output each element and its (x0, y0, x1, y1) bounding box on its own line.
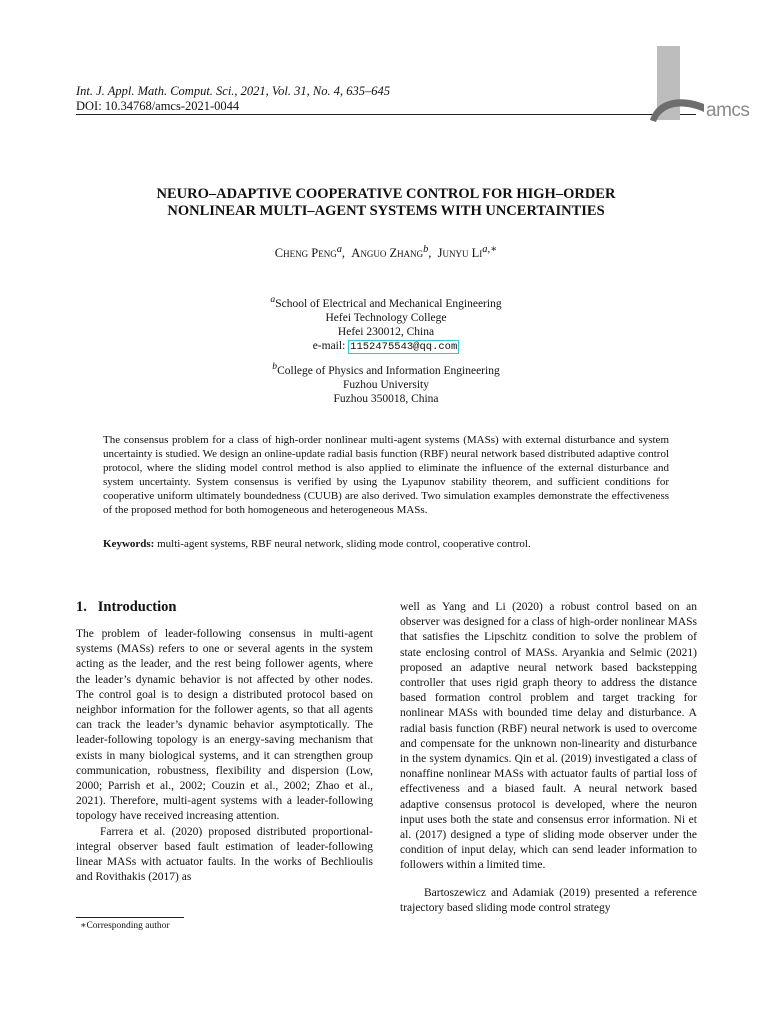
email-link[interactable]: 1152475543@qq.com (350, 340, 458, 353)
affiliation-line: Hefei Technology College (325, 311, 447, 324)
author-sup: b (423, 244, 429, 255)
affiliation-b (76, 360, 696, 406)
title-line-1: NEURO–ADAPTIVE COOPERATIVE CONTROL FOR HIGH–ORDER (156, 186, 616, 202)
affiliation-a (76, 293, 696, 354)
keywords (103, 537, 669, 551)
paragraph: Farrera et al. (2020) proposed distributed proportional-integral observer based fault estimation of leader-following linear MASs with actuator faults. In the works of Bechlioulis and Rovithakis (2017) as (76, 825, 373, 884)
keywords-text: multi-agent systems, RBF neural network, sliding mode control, cooperative control. (154, 538, 531, 550)
affiliation-line: Fuzhou University (343, 378, 429, 391)
author-name: Cheng Peng (274, 246, 337, 261)
paragraph: well as Yang and Li (2020) a robust control based on an observer was designed for a class of high-order nonlinear MASs that satisfies the Lipschitz condition to solve the problem of state enclosing control of MASs. Aryankia and Selmic (2021) proposed an adaptive neural network based backstepping controller that uses rigid graph theory to address the distance based formation control problem and target tracking for nonlinear MASs with bounded time delay and disturbance. A radial basis function (RBF) neural network is used to overcome and compensate for the unknown non-linearity and disturbance in the system dynamics. Qin et al. (2019) investigated a class of nonaffine nonlinear MASs with actuator faults of partial loss of effectiveness and a biased fault. A neural network based adaptive consensus protocol is developed, where the neuron input uses both the state and consensus error information. Ni et al. (2017) designed a type of sliding mode observer under the condition of input delay, which can send leader information to followers within a limited time. (400, 601, 697, 872)
affiliation-sup: a (270, 294, 276, 305)
keywords-label: Keywords: (103, 538, 155, 550)
section-heading: 1. Introduction (76, 599, 177, 615)
affiliation-line: Fuzhou 350018, China (333, 392, 439, 405)
journal-citation: Int. J. Appl. Math. Comput. Sci., 2021, Vol. 31, No. 4, 635–645 (76, 84, 390, 98)
email-label: e-mail: (312, 339, 349, 352)
journal-logo: amcs (706, 100, 750, 121)
author-name: Junyu Li (437, 246, 483, 261)
header-rule (76, 114, 696, 115)
affiliation-sup: b (272, 361, 278, 372)
paragraph: The problem of leader-following consensus in multi-agent systems (MASs) refers to one or several agents in the system acting as the leader, and the rest being follower agents, where the leader’s dynamic behavior is not affected by other nodes. The control goal is to design a distributed protocol based on neighbor information for the follower agents, so that all agents can track the leader’s dynamic behavior asymptotically. The leader-following topology is an energy-saving mechanism that exists in many biological systems, and it can strengthen group communication, robustness, flexibility and dispersion (Low, 2000; Parrish et al., 2002; Couzin et al., 2002; Zhao et al., 2021). Therefore, multi-agent systems with a leader-following topology have received increasing attention. (76, 628, 373, 823)
right-column (400, 600, 697, 916)
left-column (76, 627, 373, 885)
paragraph-gap (400, 874, 697, 886)
footnote-rule (76, 917, 184, 918)
footnote: ∗Corresponding author (80, 921, 170, 931)
logo-swoosh-icon (648, 92, 708, 124)
author-sup: a (336, 244, 342, 255)
affiliation-line: School of Electrical and Mechanical Engineering (275, 297, 502, 310)
author-name: Anguo Zhang (351, 246, 424, 261)
paper-title (76, 186, 696, 220)
title-line-2: NONLINEAR MULTI–AGENT SYSTEMS WITH UNCERTAINTIES (167, 203, 605, 219)
affiliation-line: College of Physics and Information Engineering (277, 364, 500, 377)
journal-header (76, 84, 390, 114)
author-sup: a,∗ (482, 244, 498, 255)
paragraph: Bartoszewicz and Adamiak (2019) presented a reference trajectory based sliding mode control strategy (400, 886, 697, 914)
affiliation-line: Hefei 230012, China (337, 325, 435, 338)
doi: DOI: 10.34768/amcs-2021-0044 (76, 99, 240, 113)
author-list: Cheng Peng$^a$, Anguo Zhang$^b$, Junyu $Li^{a,∗}$ (274, 244, 498, 261)
abstract: The consensus problem for a class of high-order nonlinear multi-agent systems (MASs) with external disturbance and system uncertainty is studied. We design an online-update radial basis function (RBF) neural network based distributed adaptive control protocol, where the sliding model control method is also applied to eliminate the influence of the external disturbance and system uncertainty. System consensus is verified by using the Lyapunov stability theorem, and sufficient conditions for cooperative uniform ultimately boundedness (CUUB) are also derived. Two simulation examples demonstrate the effectiveness of the proposed method for both homogeneous and heterogeneous MASs. (103, 434, 669, 516)
